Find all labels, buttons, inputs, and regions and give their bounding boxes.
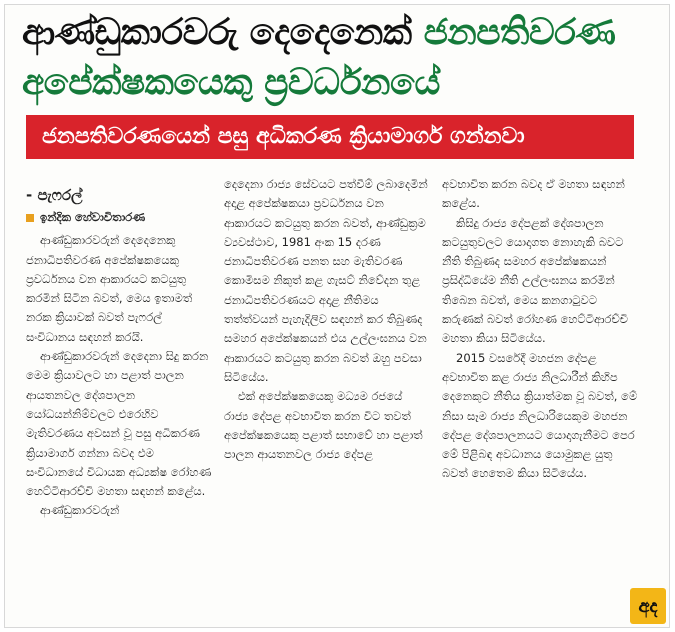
headline-line-2: අපේක්ෂකයෙකු ප්‍රවර්ධනයේ (22, 62, 440, 103)
paragraph: අවභාවිත කරන බවද ඒ මහතා සඳහන් කළේය. (442, 177, 625, 211)
paragraph: දෙදෙනා රාජ්‍ය සේවයට පත්වීම් ලබාදෙමින් අදාළ අපේක්ෂකයා ප්‍රවර්ධනය වන ආකාරයට කටයුතු කරන බවත්, ආණ්ඩුක්‍රම ව්‍යවස්ථාව, 1981 අංක 15 දරණ ජනාධිපතිවරණ පනත සහ මැතිවරණ කොමිසම නිකුත් කළ ගැසට් නිවේදන තුළ ජනාධිපතිවරණයට අදාළ නීතිමය තත්ත්වයන් පැහැදිලිව සඳහන් කර තිබුණද සමහර අපේක්ෂකයන් එය උල්ලංඝනය වන ආකාරයට කටයුතු කරන බවත් ඔහු පවසා සිටියේය. (224, 177, 428, 384)
headline-black-part: ආණ්ඩුකාරවරු දෙදෙනෙක් (22, 12, 424, 53)
dateline: - පැෆරල් (26, 186, 83, 204)
byline (26, 208, 212, 227)
newspaper-logo-icon: අද (630, 588, 666, 624)
paragraph: ආණ්ඩුකාරවරුන් දෙදෙනෙකු ජනාධිපතිවරණ අපේක්ෂකයෙකු ප්‍රවර්ධනය වන ආකාරයට කටයුතු කරමින් සිටින බවත්, මෙය ඉතාමත් නරක ක්‍රියාවක් බවත් පැෆරල් සංවිධානය සඳහන් කරයි. (26, 233, 193, 344)
headline (22, 8, 662, 108)
subheadline-banner: ජනපතිවරණයෙන් පසු අධිකරණ ක්‍රියාමාර්ග ගන්නවා (26, 115, 634, 159)
article-column-1 (26, 184, 212, 521)
byline-author: ඉන්දික හේවාවිතාරණ (40, 210, 146, 224)
paragraph: එක් අපේක්ෂකයෙකු මධ්‍යම රජයේ රාජ්‍ය දේපළ අවභාවිත කරන විට තවත් අපේක්ෂකයෙකු පළාත් සභාවේ හා පළාත් පාලන ආයතනවල රාජ්‍ය දේපළ (224, 389, 423, 462)
paragraph: 2015 වසරේදී මහජන දේපළ අවභාවිත කළ රාජ්‍ය නිලධාරීන් කිහිප දෙනෙකුට නීතිය ක්‍රියාත්මක වූ බවත්, මේ නිසා සෑම රාජ්‍ය නිලධාරියෙකුම මහජන දේපළ දේශපාලනයට යොදාගැනීමට පෙර මේ පිළිබඳ අවධානය යොමුකළ යුතු බවත් හෙතෙම කියා සිටියේය. (442, 350, 638, 481)
paragraph: ආණ්ඩුකාරවරුන් දෙදෙනා සිදු කරන මෙම ක්‍රියාවලට හා පළාත් පාලන ආයතනවල දේශපාලන යෝධයන්නිම්වලට එරෙහිව මැතිවරණය අවසන් වූ පසු අධිකරණ ක්‍රියාමාර්ග ගන්නා බවද එම සංවිධානයේ විධායක අධ්‍යක්ෂ රෝහණ හෙට්ටිආරච්චි මහතා සඳහන් කළේය. (26, 349, 212, 499)
headline-line-1 (22, 8, 662, 58)
paragraph: ආණ්ඩුකාරවරුන් (40, 503, 120, 518)
article-column-2 (224, 175, 430, 464)
article-column-3 (442, 175, 638, 484)
headline-green-part: ජනපතිවරණ (423, 12, 616, 53)
paragraph: කිසිදු රාජ්‍ය දේපළක් දේශපාලන කටයුතුවලට යොදාගත නොහැකි බවට නීති තිබුණද සමහර අපේක්ෂකයන් ප්‍රසිද්ධියේම නීති උල්ලංඝනය කරමින් තිබෙන බවත්, මෙය කනගාටුවට කරුණක් බවත් රෝහණ හෙට්ටිආරච්චි මහතා කියා සිටියේය. (442, 215, 629, 346)
byline-marker-icon (26, 214, 34, 222)
